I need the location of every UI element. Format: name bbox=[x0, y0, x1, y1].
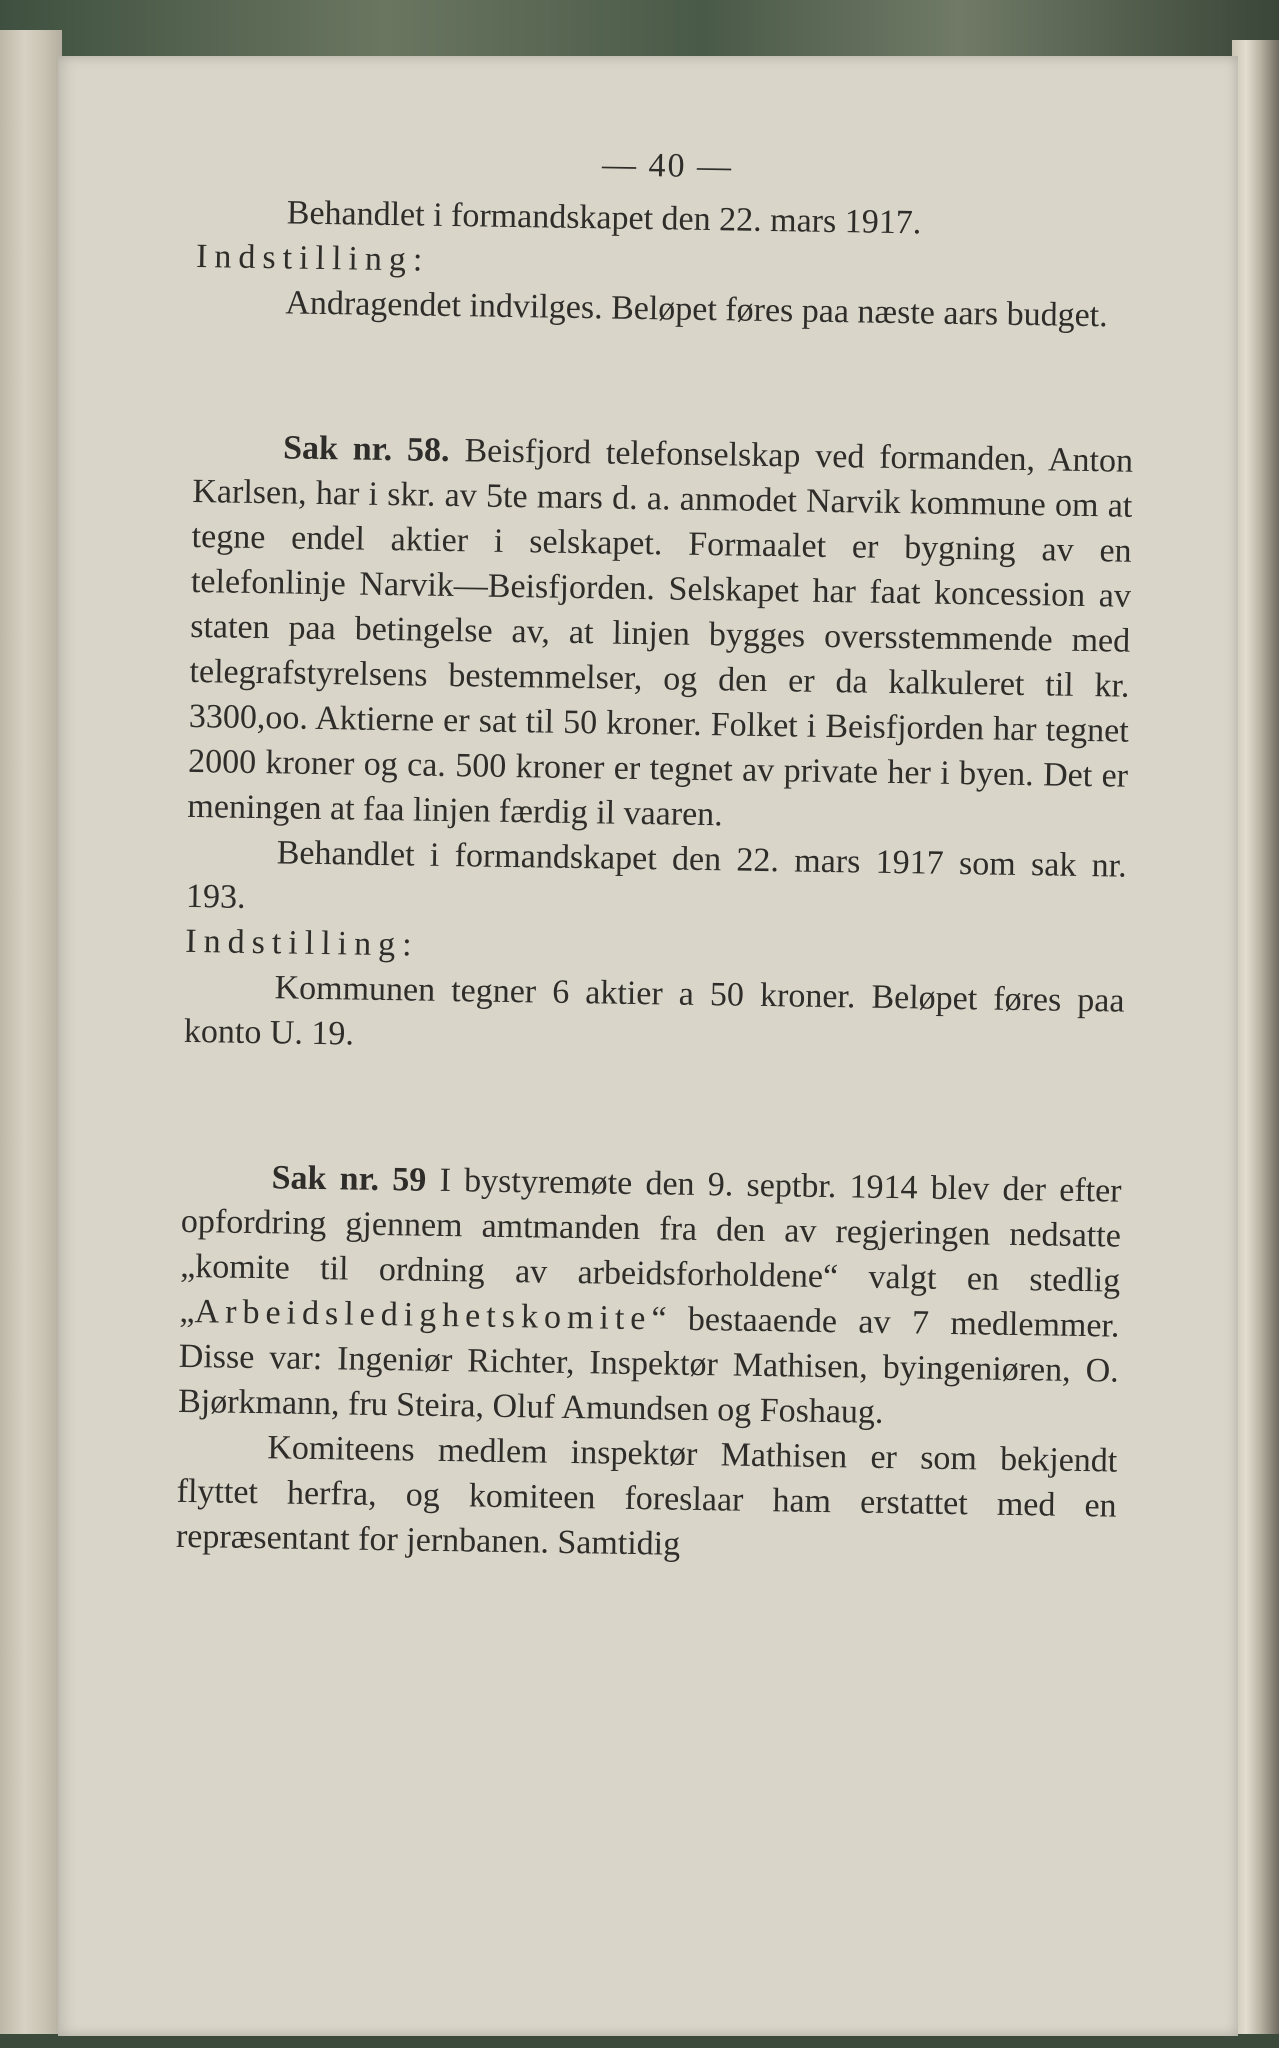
sak-58-label: Sak nr. 58. bbox=[282, 429, 450, 469]
sak-59-paragraph-2: Komiteens medlem inspektør Mathisen er som bekjendt flyttet herfra, og komiteen foreslaar ham erstattet med en repræsentant for jernbanen. Samtidig bbox=[175, 1429, 1118, 1563]
section-gap bbox=[182, 1054, 1123, 1169]
section-gap bbox=[193, 324, 1134, 439]
sak-58-behandlet: Behandlet i formandskapet den 22. mars 1917 som sak nr. 193. bbox=[185, 834, 1127, 916]
behandlet-line: Behandlet i formandskapet den 22. mars 1917. bbox=[286, 194, 922, 242]
book-page bbox=[58, 56, 1238, 2036]
sak-58-indstilling-heading: Indstilling: bbox=[185, 922, 419, 964]
right-page-edge bbox=[1232, 40, 1279, 2040]
sak-58-text: Beisfjord telefonselskap ved formanden, Anton Karlsen, har i skr. av 5te mars d. a. anmodet Narvik kommune om at tegne endel aktier i selskapet. Formaalet er bygning av en telefonlinje Narvik—Beisfjorden. Selskapet har faat koncession av staten paa betingelse av, at linjen bygges oversstemmende med telegrafstyrelsens bestemmelser, og den er da kalkuleret til kr. 3300,oo. Aktierne er sat til 50 kroner. Folket i Beisfjorden har tegnet 2000 kroner og ca. 500 kroner er tegnet av private her i byen. Det er meningen at faa linjen færdig il vaaren. bbox=[187, 432, 1134, 834]
sak-59-text-part2: “ bestaaende av 7 medlemmer. Disse var: Ingeniør Richter, Inspektør Mathisen, byingeniøren, O. Bjørkmann, fru Steira, Oluf Amundsen og Foshaug. bbox=[177, 1300, 1120, 1431]
sak-58-indstilling-text: Kommunen tegner 6 aktier a 50 kroner. Beløpet føres paa konto U. 19. bbox=[183, 969, 1125, 1053]
page-number: — 40 — bbox=[601, 146, 734, 186]
indstilling-text: Andragendet indvilges. Beløpet føres paa næste aars budget. bbox=[285, 284, 1108, 335]
sak-59-label: Sak nr. 59 bbox=[271, 1159, 427, 1199]
page-text bbox=[176, 136, 1138, 1574]
sak-59-spaced-word: Arbeidsledighetskomite bbox=[194, 1293, 652, 1338]
book-cover-bottom bbox=[0, 2034, 1279, 2048]
sak-59-paragraph bbox=[178, 1154, 1122, 1439]
sak-59-text-part1: I bystyremøte den 9. septbr. 1914 blev der efter opfordring gjennem amtmanden fra den av regjeringen nedsatte „komite til ordning av arbeidsforholdene“ valgt en stedlig „ bbox=[179, 1161, 1122, 1331]
indstilling-heading: Indstilling: bbox=[195, 237, 430, 279]
sak-58-paragraph bbox=[187, 424, 1133, 844]
left-page-stack bbox=[0, 30, 62, 2040]
book-cover-top bbox=[0, 0, 1279, 62]
